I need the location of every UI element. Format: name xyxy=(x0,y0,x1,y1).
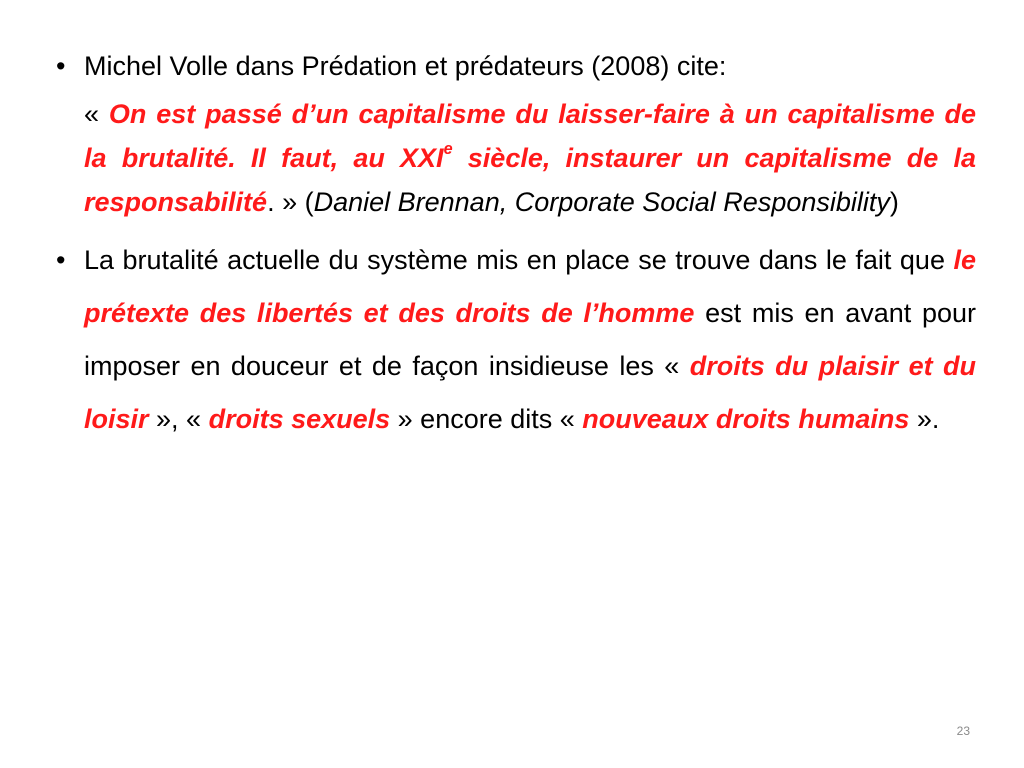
quote-open-mark: « xyxy=(84,99,109,129)
quote-end: ) xyxy=(889,187,899,217)
quote-emphasis-part-2: siècle, instaurer un capitalisme de la responsabilité xyxy=(84,143,976,217)
bullet-item-1 xyxy=(54,44,976,88)
bullet-2-text-3: », « xyxy=(148,404,209,434)
quote-emphasis-part-1: On est passé d’un capitalisme du laisser-faire à un capitalisme de la brutalité. Il faut, au XXI xyxy=(84,99,976,173)
bullet-2-emphasis-1: le prétexte des libertés et des droits de l’homme xyxy=(84,245,976,328)
page-number: 23 xyxy=(956,724,970,738)
bullet-2-text-5: ». xyxy=(909,404,940,434)
bullet-2-emphasis-3: droits sexuels xyxy=(208,404,391,434)
bullet-2-emphasis-4: nouveaux droits humains xyxy=(582,404,910,434)
quote-superscript: e xyxy=(443,140,453,159)
citation-quote xyxy=(54,92,976,224)
bullet-dot: • xyxy=(56,51,66,81)
bullet-dot: • xyxy=(56,245,66,275)
bullet-2-emphasis-2: droits du plaisir et du loisir xyxy=(84,351,976,434)
bullet-2-text-2: est mis en avant pour imposer en douceur et de façon insidieuse les « xyxy=(84,298,976,381)
quote-author: Daniel Brennan, Corporate Social Responsibility xyxy=(313,187,890,217)
bullet-1-text: Michel Volle dans Prédation et prédateurs (2008) cite: xyxy=(84,51,727,81)
bullet-item-2 xyxy=(54,234,976,446)
slide-content xyxy=(54,44,976,446)
bullet-2-text-4: » encore dits « xyxy=(390,404,583,434)
quote-close-mark: . » ( xyxy=(267,187,314,217)
bullet-2-text-1: La brutalité actuelle du système mis en place se trouve dans le fait que xyxy=(84,245,954,275)
